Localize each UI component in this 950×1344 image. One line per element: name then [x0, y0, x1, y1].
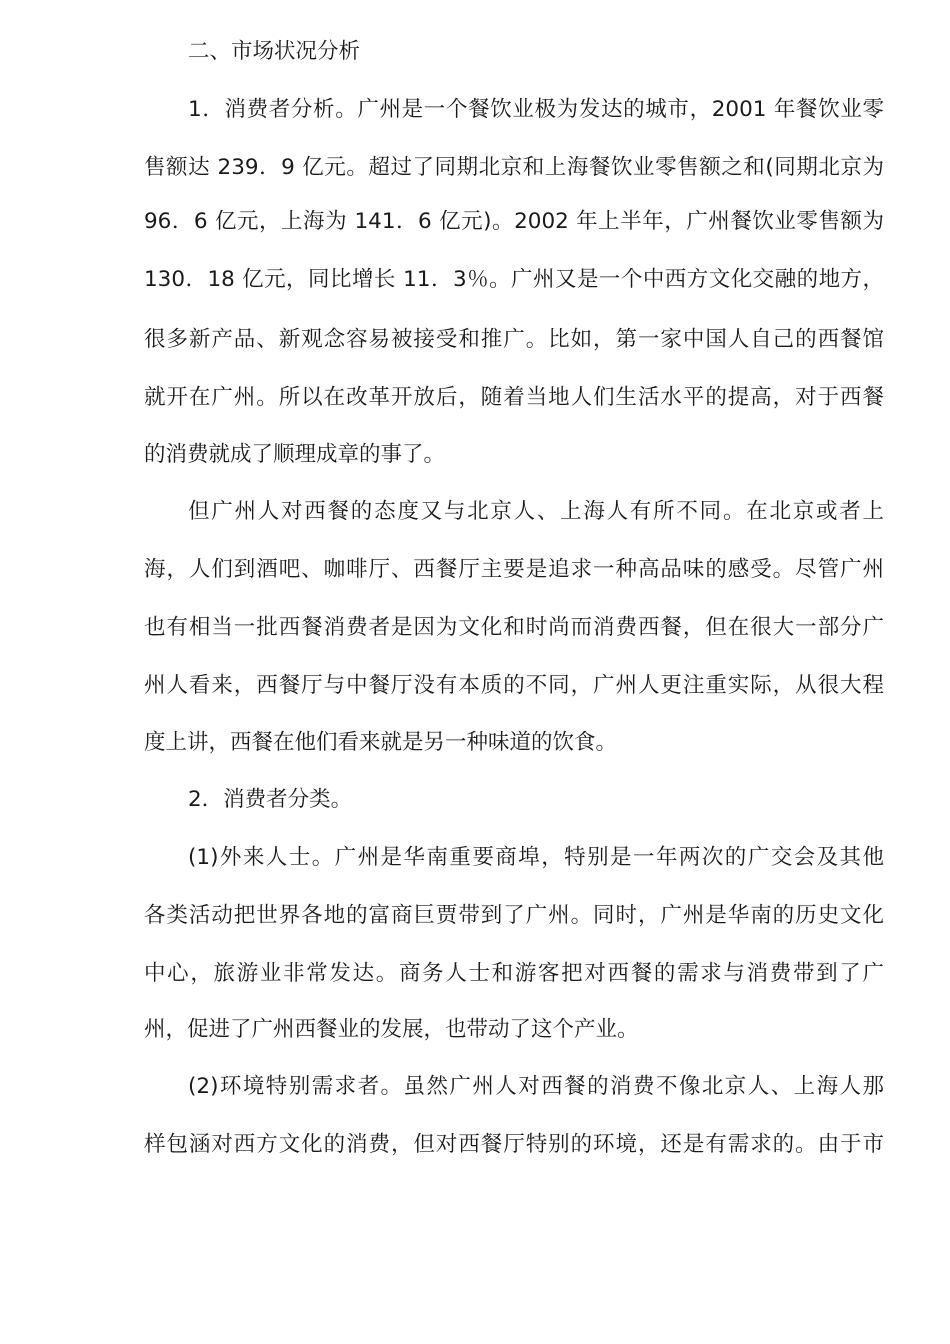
- subsection-heading: 2．消费者分类。: [188, 787, 353, 812]
- body-line: 售额达 239．9 亿元。超过了同期北京和上海餐饮业零售额之和(同期北京为: [144, 155, 884, 180]
- body-line: 度上讲，西餐在他们看来就是另一种味道的饮食。: [144, 730, 618, 755]
- body-line: 就开在广州。所以在改革开放后，随着当地人们生活水平的提高，对于西餐: [144, 385, 884, 410]
- body-line: 各类活动把世界各地的富商巨贾带到了广州。同时，广州是华南的历史文化: [144, 903, 884, 928]
- section-heading: 二、市场状况分析: [188, 39, 361, 64]
- body-line: 州人看来，西餐厅与中餐厅没有本质的不同，广州人更注重实际，从很大程: [144, 673, 884, 698]
- body-line: 中心，旅游业非常发达。商务人士和游客把对西餐的需求与消费带到了广: [144, 961, 884, 986]
- body-line: 也有相当一批西餐消费者是因为文化和时尚而消费西餐，但在很大一部分广: [144, 615, 884, 640]
- body-line: 海，人们到酒吧、咖啡厅、西餐厅主要是追求一种高品味的感受。尽管广州: [144, 557, 884, 582]
- body-line: 的消费就成了顺理成章的事了。: [144, 442, 446, 467]
- body-line: 130．18 亿元，同比增长 11．3％。广州又是一个中西方文化交融的地方，: [144, 267, 884, 292]
- body-line: 州，促进了广州西餐业的发展，也带动了这个产业。: [144, 1017, 639, 1042]
- body-line: 96．6 亿元，上海为 141．6 亿元)。2002 年上半年，广州餐饮业零售额为: [144, 209, 884, 234]
- body-line: (2)环境特别需求者。虽然广州人对西餐的消费不像北京人、上海人那: [188, 1074, 884, 1099]
- body-line: 很多新产品、新观念容易被接受和推广。比如，第一家中国人自己的西餐馆: [144, 327, 884, 352]
- body-line: 1．消费者分析。广州是一个餐饮业极为发达的城市，2001 年餐饮业零: [188, 97, 884, 122]
- body-line: (1)外来人士。广州是华南重要商埠，特别是一年两次的广交会及其他: [188, 845, 884, 870]
- body-line: 样包涵对西方文化的消费，但对西餐厅特别的环境，还是有需求的。由于市: [144, 1132, 884, 1157]
- body-line: 但广州人对西餐的态度又与北京人、上海人有所不同。在北京或者上: [188, 499, 884, 524]
